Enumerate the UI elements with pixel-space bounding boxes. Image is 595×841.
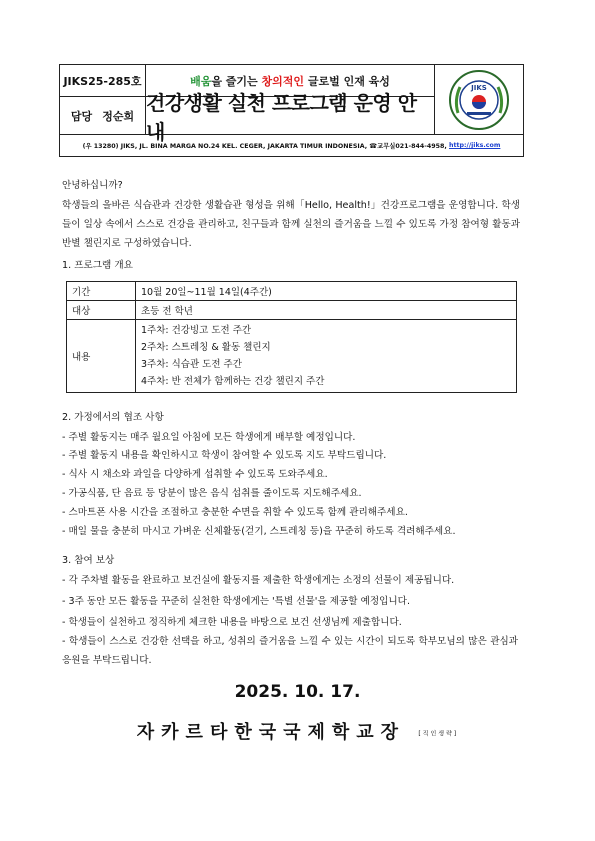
week-item: 4주차: 반 전체가 함께하는 건강 챌린지 주간 — [141, 376, 325, 387]
motto-text-2: 글로벌 인재 육성 — [304, 74, 390, 88]
motto-highlight-red: 창의적인 — [261, 74, 305, 88]
content-weeks — [136, 320, 517, 393]
greeting: 안녕하십니까? — [62, 180, 123, 191]
table-row — [67, 301, 517, 320]
table-row — [67, 320, 517, 393]
section-2-title: 2. 가정에서의 협조 사항 — [62, 412, 164, 423]
list-item: - 식사 시 채소와 과일을 다양하게 섭취할 수 있도록 도와주세요. — [62, 469, 328, 480]
manager-name: 정순희 — [102, 109, 135, 123]
school-website-link[interactable]: http://jiks.com — [449, 142, 501, 149]
address-text: (우 13280) JIKS, JL. BINA MARGA NO.24 KEL. CEGER, JAKARTA TIMUR INDONESIA, ☎교무실021-844-4958, — [82, 143, 449, 150]
principal-signature — [0, 718, 595, 744]
target-value: 초등 전 학년 — [136, 301, 517, 320]
school-emblem-icon — [448, 69, 510, 131]
period-label: 기간 — [67, 282, 136, 301]
school-logo — [434, 65, 523, 135]
motto-highlight-green: 배움 — [190, 74, 212, 88]
program-overview-table — [66, 281, 517, 393]
week-item: 3주차: 식습관 도전 주간 — [141, 359, 242, 370]
list-item: - 각 주차별 활동을 완료하고 보건실에 활동지를 제출한 학생에게는 소정의 선물이 제공됩니다. — [62, 575, 455, 586]
list-item: - 주별 활동지 내용을 확인하시고 학생이 참여할 수 있도록 지도 부탁드립니다. — [62, 450, 387, 461]
school-name: 자카르타한국국제학교장 — [136, 722, 406, 743]
list-item: - 주별 활동지는 매주 월요일 아침에 모든 학생에게 배부할 예정입니다. — [62, 432, 356, 443]
week-item: 2주차: 스트레칭 & 활동 챌린지 — [141, 342, 271, 353]
list-item: - 가공식품, 단 음료 등 당분이 많은 음식 섭취를 줄이도록 지도해주세요. — [62, 488, 362, 499]
period-value: 10월 20일~11월 14일(4주간) — [136, 282, 517, 301]
motto-text-1: 을 즐기는 — [211, 74, 262, 88]
document-number: JIKS25-285호 — [60, 65, 146, 97]
target-label: 대상 — [67, 301, 136, 320]
list-item: - 3주 동안 모든 활동을 꾸준히 실천한 학생에게는 '특별 선물'을 제공할 예정입니다. — [62, 596, 410, 607]
content-label: 내용 — [67, 320, 136, 393]
week-item: 1주차: 건강빙고 도전 주간 — [141, 325, 252, 336]
section-1-title: 1. 프로그램 개요 — [62, 260, 133, 271]
school-address — [60, 135, 523, 156]
list-item: - 매일 물을 충분히 마시고 가벼운 신체활동(걷기, 스트레칭 등)을 꾸준히 하도록 격려해주세요. — [62, 526, 456, 537]
table-row — [67, 282, 517, 301]
list-item: - 학생들이 실천하고 정직하게 체크한 내용을 바탕으로 보건 선생님께 제출합니다. — [62, 617, 402, 628]
manager-cell — [60, 97, 146, 135]
section-3-title: 3. 참여 보상 — [62, 555, 115, 566]
list-item: - 학생들이 스스로 건강한 선택을 하고, 성취의 즐거움을 느낄 수 있는 시간이 되도록 학부모님의 많은 관심과 응원을 부탁드립니다. — [62, 636, 518, 666]
seal-note: [직인생략] — [418, 730, 459, 738]
logo-text: JIKS — [471, 83, 487, 92]
manager-label: 담당 — [70, 109, 93, 123]
header-table — [59, 64, 524, 157]
list-item: - 스마트폰 사용 시간을 조절하고 충분한 수면을 취할 수 있도록 함께 관리해주세요. — [62, 507, 408, 518]
issue-date: 2025. 10. 17. — [234, 682, 361, 702]
intro-paragraph: 학생들의 올바른 식습관과 건강한 생활습관 형성을 위해「Hello, Health!」건강프로그램을 운영합니다. 학생들이 일상 속에서 스스로 건강을 관리하고, 친구들과 함께 실천의 즐거움을 느낄 수 있도록 가정 참여형 활동과 반별 챌린지로 구성하였습니다. — [62, 200, 520, 249]
document-title: 건강생활 실천 프로그램 운영 안내 — [146, 97, 434, 135]
